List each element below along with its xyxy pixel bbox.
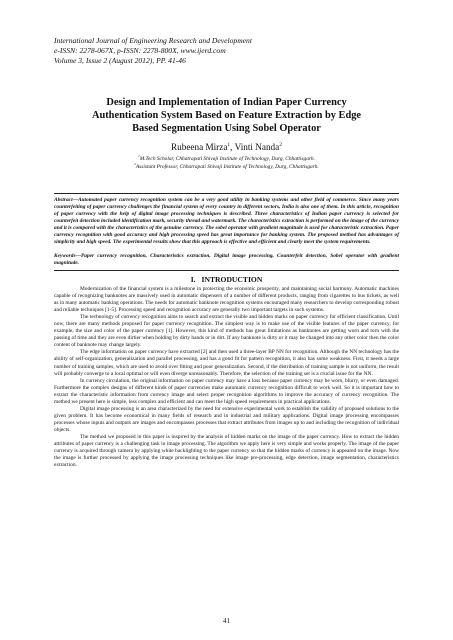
section-title: INTRODUCTION bbox=[201, 275, 263, 284]
author-1: Rubeena Mirza bbox=[171, 142, 228, 152]
paragraph: In currency circulation, the original information on paper currency may have a loss because paper currency may be worn, blurry, or even damaged. Furthermore the complex designs of different kinds of paper currencies make automatic currency recognition difficult to work well. So it is important how to extract the characteristic information from currency image and select proper recognition algorithms to improve the accuracy of currency recognition. The method we present here is simple, less complex and efficient and can meet the high speed requirements in practical applications. bbox=[54, 377, 399, 405]
paragraph: The technology of currency recognition aims to search and extract the visible and hidden marks on paper currency for efficient classification. Until now, there are many methods proposed for paper currency recognition. The simplest way is to make use of the visible features of the paper currency, for example, the size and color of the paper currency [1]. However, this kind of methods has great limitations as banknotes are getting worn and torn with the passing of time and they are even dirtier when holding by dirty hands or in dirt. If any banknote is dirty or it may be changed into any other color then the color content of banknote may change largely. bbox=[54, 314, 399, 349]
author-list bbox=[54, 142, 399, 153]
affiliations bbox=[54, 156, 399, 171]
abstract-bottom-rule bbox=[54, 270, 399, 271]
author-separator: , bbox=[230, 142, 235, 152]
body-text bbox=[54, 286, 399, 469]
paragraph: Digital image processing is an area characterized by the need for extensive experimental work to establish the validity of proposed solutions to the given problem. It has become economical in many fields of research and in industrial and military applications. Digital image processing encompasses processes whose inputs and outputs are images and encompasses processes that extract attributes from images up to and including the recognition of individual objects. bbox=[54, 405, 399, 433]
paragraph: The method we proposed in this paper is inspired by the analysis of hidden marks on the image of the paper currency. How to extract the hidden attributes of paper currency is a challenging task in image processing. The algorithm we apply here is very simple and works properly. The image of the paper currency is acquired through camera by applying white backlighting to the paper currency so that the hidden marks of currency is appeared on the image. Now the image is further processed by applying the image processing techniques like image pre-processing, edge detection, image segmentation, characteristics extraction. bbox=[54, 433, 399, 469]
author-2: Vinti Nanda bbox=[234, 142, 280, 152]
affiliation-1-sup: 1 bbox=[138, 154, 140, 159]
affiliation-1-text: M.Tech Scholar, Chhatrapati Shivaji Institute of Technology, Durg, Chhattisgarh. bbox=[139, 156, 315, 162]
affiliation-2-text: Assistant Professor, Chhatrapati Shivaji Institute of Technology, Durg, Chhattisgarh. bbox=[135, 163, 319, 170]
page-number: 41 bbox=[223, 617, 230, 625]
paragraph: The edge information on paper currency have extracted [2] and then used a three-layer BP NN for recognition. Although the NN technology has the ability of self-organization, generalization and parallel processing, and has a good fit for pattern recognition, it also has some weakness. First, it needs a large number of training samples, which are used to avoid over fitting and poor generalization. Second, if the distribution of training sample is not uniform, the result will probably converge to a local optimal or will even diverge unreasonably. Therefore, the selection of the training set is a crucial issue for the NN. bbox=[54, 349, 399, 377]
paragraph: Modernization of the financial system is a milestone in protecting the economic prosperity, and maintaining social harmony. Automatic machines capable of recognizing banknotes are massively used in automatic dispensers of a number of different products, ranging from cigarettes to bus tickets, as well as in many automatic banking operations. The needs for automatic banknote recognition systems encouraged many researchers to develop corresponding robust and reliable techniques [1-5]. Processing speed and recognition accuracy are generally two important targets in such systems. bbox=[54, 286, 399, 314]
paper-title bbox=[54, 96, 399, 135]
affiliation-2-sup: 2 bbox=[134, 161, 136, 166]
section-number: I. bbox=[190, 275, 196, 284]
journal-issn: e-ISSN: 2278-067X, p-ISSN: 2278-800X, www.ijerd.com bbox=[54, 46, 226, 55]
author-2-sup: 2 bbox=[279, 141, 282, 148]
journal-header bbox=[54, 36, 414, 66]
journal-volume: Volume 3, Issue 2 (August 2012), PP. 41-46 bbox=[54, 56, 186, 65]
keywords: Keywords—Paper currency recognition, Characteristics extraction, Digital image processing, Counterfeit detection, Sobel operator with gradient magnitude. bbox=[54, 253, 399, 266]
abstract: Abstract—Automated paper currency recognition system can be a very good utility in banking systems and other field of commerce. Since many years counterfeiting of paper currency challenges the financial system of every country in different sectors, India is also one of them. In this article, recognition of paper currency with the help of digital image processing techniques is described. Three characteristics of Indian paper currency is selected for counterfeit detection included identification mark, security thread and watermark. The characteristics extraction is performed on the image of the currency and it is compared with the characteristics of the genuine currency. The sobel operator with gradient magnitude is used for characteristic extraction. Paper currency recognition with good accuracy and high processing speed has great importance for banking system. The proposed method has advantages of simplicity and high speed. The experimental results show that this approach is effective and efficient and clearly meet the system requirements. bbox=[54, 197, 399, 245]
abstract-top-rule bbox=[54, 193, 399, 194]
author-1-sup: 1 bbox=[227, 141, 231, 148]
affiliation-2 bbox=[54, 161, 399, 172]
title-line-2: Authentication System Based on Feature Extraction by Edge bbox=[91, 110, 362, 121]
affiliation-1 bbox=[54, 156, 399, 164]
title-line-1: Design and Implementation of Indian Paper Currency bbox=[106, 97, 347, 108]
journal-name: International Journal of Engineering Research and Development bbox=[54, 36, 252, 45]
section-heading bbox=[54, 275, 399, 284]
title-line-3: Based Segmentation Using Sobel Operator bbox=[132, 123, 321, 134]
